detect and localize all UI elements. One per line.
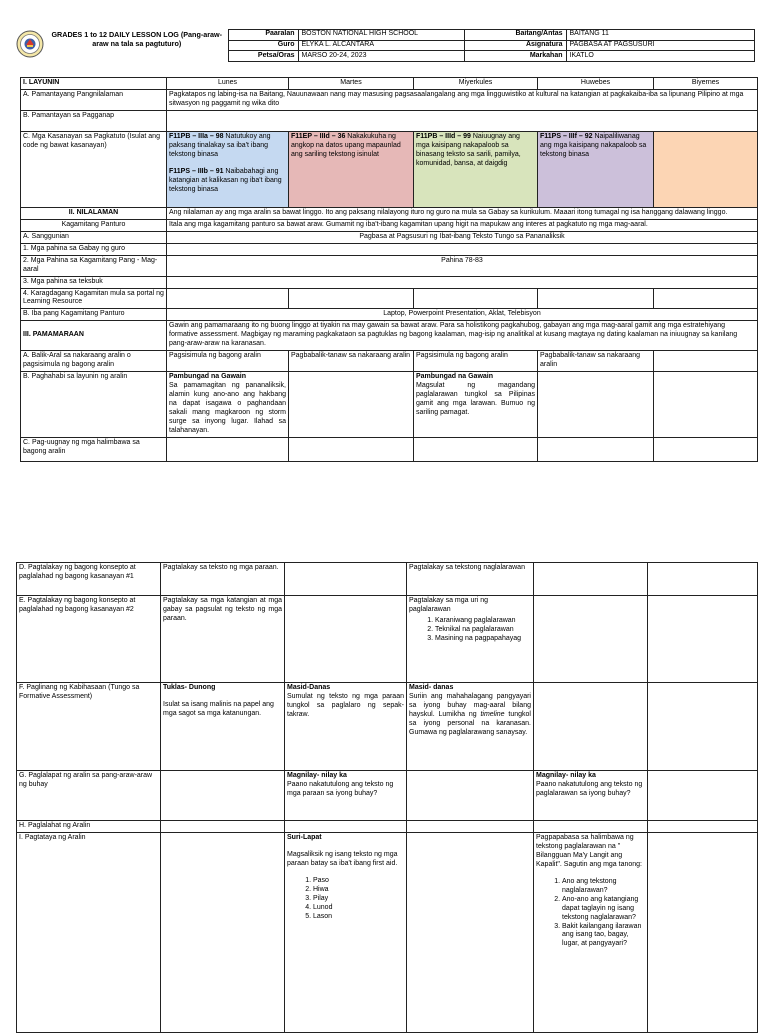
label-paaralan: Paaralan (228, 30, 298, 41)
code-miyerkules: F11PB – IIId – 99 (416, 132, 471, 140)
pagtalakay-1-miyerkules: Pagtalakay sa tekstong naglalarawan (407, 563, 534, 596)
pagtataya-huwebes (534, 832, 648, 1032)
row-label-gabay-ng-guro: 1. Mga pahina sa Gabay ng guro (21, 243, 167, 255)
row-label-kagamitang-panturo: Kagamitang Panturo (21, 219, 167, 231)
pamantayan-sa-pagganap-text (167, 110, 758, 131)
paglinang-miyerkules (407, 683, 534, 771)
pagtataya-huwebes-text: Pagpapabasa sa halimbawa ng tekstong paglalarawan na " Bilangguan Ma'y Langit ang Kapalit". Sagutin ang mga tanong: (536, 833, 643, 868)
dll-table-page1 (20, 77, 758, 462)
text-martes: Nakakukuha ng angkop na datos upang mapaunlad ang sariling tekstong isinulat (291, 132, 401, 158)
list-item: 3. Masining na pagpapahayag (435, 635, 531, 644)
pagtataya-miyerkules (407, 832, 534, 1032)
header-table (16, 29, 755, 62)
paglalahat-biyernes (648, 821, 758, 833)
paghahabi-miyerkules (414, 372, 538, 438)
label-baitang: Baitang/Antas (464, 30, 566, 41)
kagamitang-pang-mag-aaral-text: Pahina 78-83 (167, 255, 758, 276)
pagtataya-martes-title: Suri-Lapat (287, 833, 322, 841)
pagtataya-martes-text: Magsaliksik ng isang teksto ng mga paraan batay sa iba't ibang first aid. (287, 850, 398, 867)
paglalapat-huwebes-title: Magnilay- nilay ka (536, 772, 596, 779)
paglalapat-lunes (161, 771, 285, 821)
paglinang-biyernes (648, 683, 758, 771)
paglinang-miyerkules-text-b: tungkol sa iyong personal na karanasan. Gumawa ng paglalarawang sanaysay. (409, 710, 531, 736)
pagtalakay-2-miyerkules-intro: Pagtalakay sa mga uri ng paglalarawan (409, 597, 488, 613)
pagtalakay-2-miyerkules (407, 596, 534, 683)
paglalapat-huwebes-text: Paano nakatutulong ang teksto ng paglalarawan sa iyong buhay? (536, 780, 643, 797)
row-label-paglinang: F. Paglinang ng Kabihasaan (Tungo sa Formative Assessment) (17, 683, 161, 771)
list-item: 3. Pilay (313, 895, 404, 904)
row-label-karagdagang-kagamitan: 4. Karagdagang Kagamitan mula sa portal ng Learning Resource (21, 288, 167, 309)
paglalahat-huwebes (534, 821, 648, 833)
paghahabi-lunes (167, 372, 289, 438)
paglalahat-lunes (161, 821, 285, 833)
value-baitang: BAITANG 11 (566, 30, 754, 41)
text-lunes-1: Natutukoy ang paksang tinalakay sa iba't ibang tekstong binasa (169, 132, 271, 158)
paglalapat-martes-text: Paano nakatutulong ang teksto ng mga paraan sa iyong buhay? (287, 780, 394, 797)
karagdagang-martes (289, 288, 414, 309)
kasanayan-huwebes (538, 131, 654, 207)
paglalahat-miyerkules (407, 821, 534, 833)
paglinang-martes-title: Masid-Danas (287, 684, 331, 691)
nilalaman-text: Ang nilalaman ay ang mga aralin sa bawat linggo. Ito ang paksang nilalayong ituro ng guro na mula sa Gabay sa kurikulum. Maaari itong tumagal ng isa hanggang dalawang linggo. (167, 207, 758, 219)
row-label-iba-pang-kagamitan: B. Iba pang Kagamitang Panturo (21, 309, 167, 321)
label-guro: Guro (228, 40, 298, 51)
list-item: 1. Paso (313, 877, 404, 886)
karagdagang-huwebes (538, 288, 654, 309)
pagtalakay-2-biyernes (648, 596, 758, 683)
list-item: 1. Ano ang tekstong naglalarawan? (562, 878, 645, 896)
paglinang-lunes (161, 683, 285, 771)
paglinang-miyerkules-text-a: Suriin ang mahahalagang pangyayari sa iyong buhay mag-aaral bilang hayskul. Lumikha ng (409, 692, 531, 718)
iba-pang-kagamitan-text: Laptop, Powerpoint Presentation, Aklat, Telebisyon (167, 309, 758, 321)
kasanayan-miyerkules (414, 131, 538, 207)
deped-seal (16, 30, 46, 62)
label-markahan: Markahan (464, 51, 566, 62)
pagtalakay-2-huwebes (534, 596, 648, 683)
pagtalakay-1-martes (285, 563, 407, 596)
paglalahat-martes (285, 821, 407, 833)
paghahabi-huwebes (538, 372, 654, 438)
pagtalakay-2-martes (285, 596, 407, 683)
paghahabi-lunes-text: Sa pamamagitan ng pananaliksik, alamin kung ano-ano ang hakbang na dapat isagawa o paghandaan sakali mang magkaroon ng storm surge sa inyong lugar. Ilahad sa talahanayan. (169, 382, 286, 434)
paglalapat-martes (285, 771, 407, 821)
row-label-kagamitang-pang-mag-aaral: 2. Mga Pahina sa Kagamitang Pang - Mag-aaral (21, 255, 167, 276)
row-label-pamantayang-pangnilalaman: A. Pamantayang Pangnilalaman (21, 89, 167, 110)
day-lunes: Lunes (167, 78, 289, 90)
day-martes: Martes (289, 78, 414, 90)
paglalapat-biyernes (648, 771, 758, 821)
balik-aral-biyernes (654, 351, 758, 372)
page-title: GRADES 1 to 12 DAILY LESSON LOG (Pang-araw-araw na tala sa pagtuturo) (51, 29, 223, 49)
value-petsa: MARSO 20-24, 2023 (298, 51, 464, 62)
mga-tanong-list (536, 878, 645, 950)
paglalapat-huwebes (534, 771, 648, 821)
day-huwebes: Huwebes (538, 78, 654, 90)
pag-uugnay-miyerkules (414, 437, 538, 461)
pagtalakay-1-lunes: Pagtalakay sa teksto ng mga paraan. (161, 563, 285, 596)
row-label-paghahabi: B. Paghahabi sa layunin ng aralin (21, 372, 167, 438)
pamantayang-pangnilalaman-text: Pagkatapos ng labing-isa na Baitang, Nauunawaan nang may masusing pagsasaalangalang ang mga lingguwistiko at kultural na katangian at pagkakaiba-iba sa lipunang Pilipino at mga sitwasyon ng paggamit ng wika dito (167, 89, 758, 110)
row-label-pamantayan-sa-pagganap: B. Pamantayan sa Pagganap (21, 110, 167, 131)
paglinang-miyerkules-text (409, 693, 531, 738)
section-nilalaman: II. NILALAMAN (21, 207, 167, 219)
value-paaralan: BOSTON NATIONAL HIGH SCHOOL (298, 30, 464, 41)
uri-ng-paglalarawan-list (409, 617, 531, 644)
list-item: 3. Bakit kailangang ilarawan ang isang tao, bagay, lugar, at pangyayari? (562, 923, 645, 950)
pag-uugnay-martes (289, 437, 414, 461)
paglinang-miyerkules-title: Masid- danas (409, 684, 454, 691)
value-markahan: IKATLO (566, 51, 754, 62)
row-label-pagtataya: I. Pagtataya ng Aralin (17, 832, 161, 1032)
paglinang-huwebes (534, 683, 648, 771)
karagdagang-biyernes (654, 288, 758, 309)
karagdagang-lunes (167, 288, 289, 309)
section-pamamaraan: III. PAMAMARAAN (21, 321, 167, 351)
paghahabi-miyerkules-text: Magsulat ng magandang paglalarawan tungkol sa Pilipinas gamit ang mga larawan. Bumuo ng sariling pamagat. (416, 382, 535, 416)
first-aid-list (287, 877, 404, 922)
kasanayan-biyernes (654, 131, 758, 207)
balik-aral-huwebes: Pagbabalik-tanaw sa nakaraang aralin (538, 351, 654, 372)
paglalapat-martes-title: Magnilay- nilay ka (287, 772, 347, 779)
pagtalakay-1-biyernes (648, 563, 758, 596)
pagtataya-martes (285, 832, 407, 1032)
list-item: 4. Lunod (313, 904, 404, 913)
gabay-ng-guro-text (167, 243, 758, 255)
code-martes: F11EP – IIId – 36 (291, 132, 346, 140)
row-label-pagtalakay-1: D. Pagtalakay ng bagong konsepto at paglalahad ng bagong kasanayan #1 (17, 563, 161, 596)
pagtataya-biyernes (648, 832, 758, 1032)
pag-uugnay-biyernes (654, 437, 758, 461)
pamamaraan-text: Gawin ang pamamaraang ito ng buong linggo at tiyakin na may gawain sa bawat araw. Para sa holistikong pagkahubog, gabayan ang mga mag-aaral gamit ang mga estratehiyang formative assessment. Magbigay ng maraming pagkakataon sa pagtuklas ng bagong kaalaman, mag-isip ng analitikal at kusang magtaya ng dating kaalaman na iniuugnay sa kanilang pang-araw-araw na karanasan. (167, 321, 758, 351)
row-label-teksbuk: 3. Mga pahina sa teksbuk (21, 276, 167, 288)
value-asignatura: PAGBASA AT PAGSUSURI (566, 40, 754, 51)
row-label-sanggunian: A. Sanggunian (21, 231, 167, 243)
dll-table-page2 (16, 562, 758, 1033)
section-layunin: I. LAYUNIN (21, 78, 167, 90)
label-petsa: Petsa/Oras (228, 51, 298, 62)
kagamitang-panturo-text: Itala ang mga kagamitang panturo sa bawat araw. Gumamit ng iba't-ibang kagamitan upang higit na mapukaw ang interes at pagkatuto ng mga mag-aaral. (167, 219, 758, 231)
pagtalakay-1-huwebes (534, 563, 648, 596)
day-miyerkules: Miyerkules (414, 78, 538, 90)
teksbuk-text (167, 276, 758, 288)
paglinang-lunes-text: Isulat sa isang malinis na papel ang mga sagot sa mga katanungan. (163, 700, 274, 717)
row-label-pag-uugnay: C. Pag-uugnay ng mga halimbawa sa bagong aralin (21, 437, 167, 461)
paglinang-lunes-title: Tuklas- Dunong (163, 684, 216, 691)
paglinang-martes (285, 683, 407, 771)
pag-uugnay-huwebes (538, 437, 654, 461)
row-label-paglalahat: H. Paglalahat ng Aralin (17, 821, 161, 833)
text-huwebes: Naipaliliwanag ang mga kaisipang nakapaloob sa tekstong binasa (540, 132, 647, 158)
paglalapat-miyerkules (407, 771, 534, 821)
paglinang-martes-text: Sumulat ng teksto ng mga paraan tungkol sa paglalaro ng sepak-takraw. (287, 692, 404, 718)
kasanayan-martes (289, 131, 414, 207)
paghahabi-lunes-title: Pambungad na Gawain (169, 373, 247, 381)
balik-aral-lunes: Pagsisimula ng bagong aralin (167, 351, 289, 372)
kasanayan-lunes (167, 131, 289, 207)
sanggunian-text: Pagbasa at Pagsusuri ng Ibat-ibang Teksto Tungo sa Pananaliksik (167, 231, 758, 243)
list-item: 1. Karaniwang paglalarawan (435, 617, 531, 626)
list-item: 2. Teknikal na paglalarawan (435, 626, 531, 635)
pag-uugnay-lunes (167, 437, 289, 461)
paghahabi-martes (289, 372, 414, 438)
label-asignatura: Asignatura (464, 40, 566, 51)
list-item: 5. Lason (313, 913, 404, 922)
karagdagang-miyerkules (414, 288, 538, 309)
timeline-term: timeline (480, 710, 505, 718)
balik-aral-miyerkules: Pagsisimula ng bagong aralin (414, 351, 538, 372)
day-biyernes: Biyernes (654, 78, 758, 90)
balik-aral-martes: Pagbabalik-tanaw sa nakaraang aralin (289, 351, 414, 372)
code-lunes-1: F11PB – IIIa – 98 (169, 132, 224, 140)
row-label-pagtalakay-2: E. Pagtalakay ng bagong konsepto at paglalahad ng bagong kasanayan #2 (17, 596, 161, 683)
list-item: 2. Hiwa (313, 886, 404, 895)
paghahabi-miyerkules-title: Pambungad na Gawain (416, 373, 494, 381)
list-item: 2. Ano-ano ang katangiang dapat taglayin ng isang tekstong naglalarawan? (562, 896, 645, 923)
text-miyerkules: Naiuugnay ang mga kaisipang nakapaloob sa binasang teksto sa sarili, pamilya, komunidad, bansa, at daigdig (416, 132, 521, 167)
text-lunes-2: Naibabahagi ang katangian at kalikasan ng iba't ibang tekstong binasa (169, 167, 282, 193)
code-lunes-2: F11PS – IIIb – 91 (169, 167, 224, 175)
pagtalakay-2-lunes: Pagtalakay sa mga katangian at mga gabay sa pagsulat ng teksto ng mga paraan. (161, 596, 285, 683)
pagtataya-lunes (161, 832, 285, 1032)
row-label-balik-aral: A. Balik-Aral sa nakaraang aralin o pagsisimula ng bagong aralin (21, 351, 167, 372)
row-label-kasanayan: C. Mga Kasanayan sa Pagkatuto (Isulat ang code ng bawat kasanayan) (21, 131, 167, 207)
deped-seal-icon (16, 30, 44, 58)
code-huwebes: F11PS – IIIf – 92 (540, 132, 593, 140)
row-label-paglalapat: G. Paglalapat ng aralin sa pang-araw-araw ng buhay (17, 771, 161, 821)
value-guro: ELYKA L. ALCANTARA (298, 40, 464, 51)
paghahabi-biyernes (654, 372, 758, 438)
